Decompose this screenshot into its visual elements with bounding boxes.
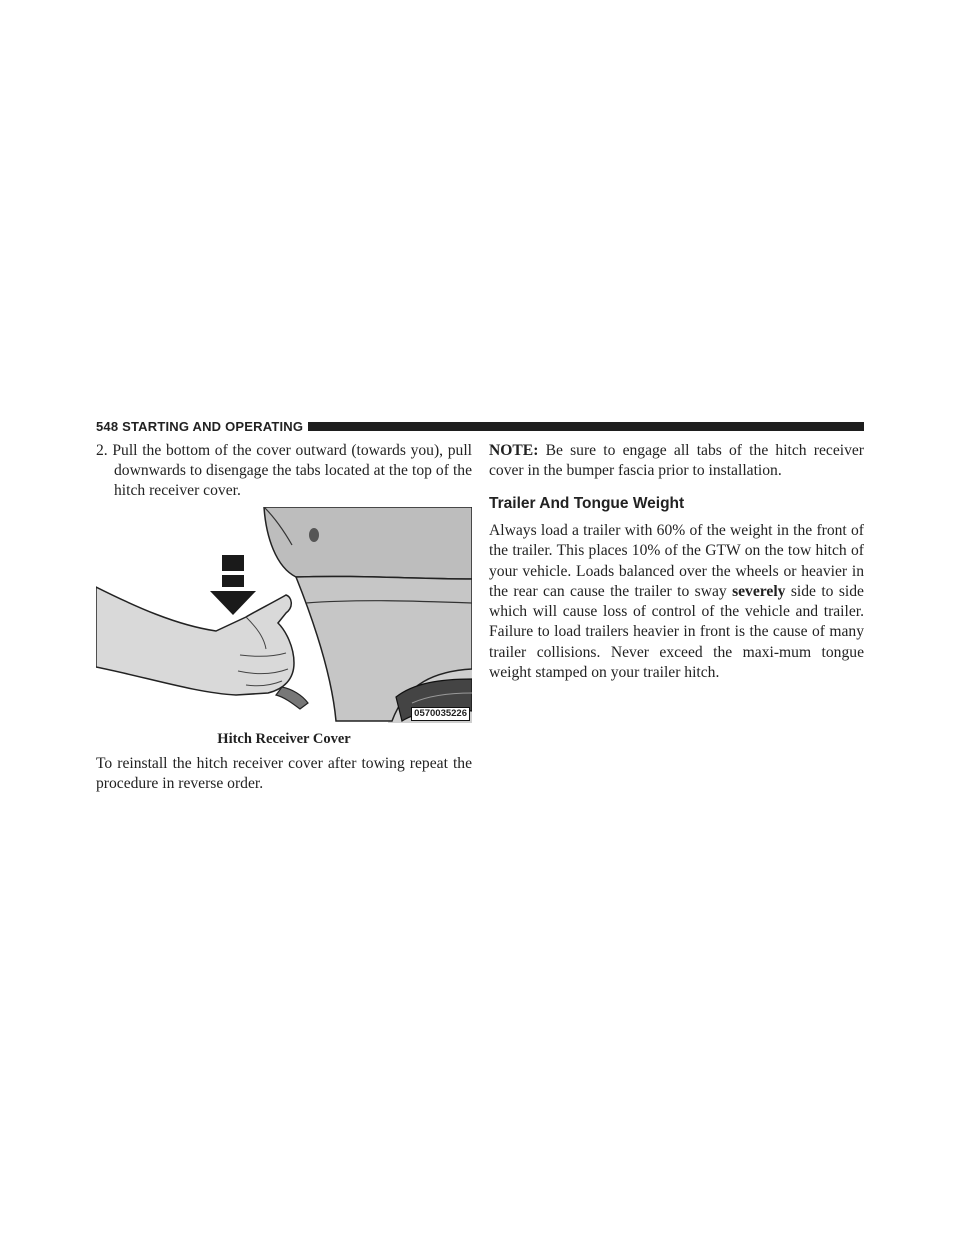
page-header [96, 420, 864, 434]
left-column [96, 441, 472, 794]
page-number-section: 548 STARTING AND OPERATING [96, 419, 304, 434]
figure-code-label: 0570035226 [411, 707, 470, 721]
header-rule [308, 422, 864, 431]
step-2-text: 2. Pull the bottom of the cover outward (towards you), pull downwards to disengage the tabs located at the top of the hitch receiver cover. [96, 442, 472, 499]
hitch-cover-illustration [96, 507, 472, 723]
note-paragraph [489, 441, 864, 481]
note-text: Be sure to engage all tabs of the hitch receiver cover in the bumper fascia prior to installation. [489, 442, 864, 479]
section-title: Trailer And Tongue Weight [489, 495, 685, 512]
right-column [489, 441, 864, 683]
note-label: NOTE: [489, 442, 539, 459]
tongue-weight-paragraph [489, 521, 864, 683]
tongue-weight-bold-word: severely [732, 582, 786, 600]
tongue-weight-text-1: Always load a trailer with 60% of the weight in the front of the trailer. This places 10% of the GTW on the tow hitch of your vehicle. Loads balanced over the wheels or heavier in the rear can cause the trailer to sway [489, 522, 864, 600]
figure-caption: Hitch Receiver Cover [217, 731, 351, 747]
tongue-weight-text-2: side to side which will cause loss of control of the vehicle and trailer. Failure to load trailers heavier in front is the cause of many trailer collisions. Never exceed the maxi-mum tongue weight stamped on your trailer hitch. [489, 582, 864, 682]
reinstall-text: To reinstall the hitch receiver cover after towing repeat the procedure in reverse order. [96, 755, 472, 792]
hitch-receiver-cover-figure [96, 507, 472, 723]
